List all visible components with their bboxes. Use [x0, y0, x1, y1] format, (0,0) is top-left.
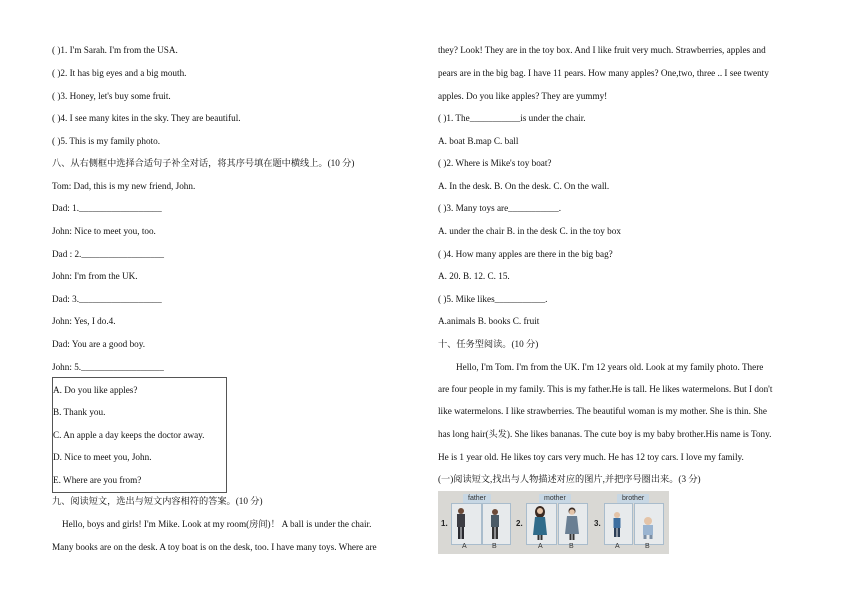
passage-line: are four people in my family. This is my father.He is tall. He likes watermelons. But I don't: [438, 384, 773, 394]
picture-label: brother: [617, 494, 649, 503]
dialogue-line: John: Nice to meet you, too.: [52, 226, 156, 236]
option-item: E. Where are you from?: [53, 475, 142, 485]
answer-options: A. In the desk. B. On the desk. C. On the wall.: [438, 181, 610, 191]
reading-question: ( )4. How many apples are there in the big bag?: [438, 249, 613, 259]
picture-letter: B: [645, 543, 650, 550]
figure-father-b: [491, 509, 499, 539]
section-8-title: 八、从右侧框中选择合适句子补全对话，将其序号填在题中横线上。(10 分): [52, 158, 355, 168]
question-line: ( )4. I see many kites in the sky. They are beautiful.: [52, 113, 241, 123]
figure-mother-a: [533, 506, 547, 540]
figure-brother-a: [614, 512, 621, 537]
dialogue-line: Tom: Dad, this is my new friend, John.: [52, 181, 196, 191]
passage-line: pears are in the big bag. I have 11 pears. How many apples? One,two, three .. I see twenty: [438, 68, 769, 78]
passage-line: He is 1 year old. He likes toy cars very much. He has 12 toy cars. I love my family.: [438, 452, 744, 462]
figure-father-a: [457, 508, 465, 539]
options-box: [52, 377, 227, 493]
passage-line: like watermelons. I like strawberries. The beautiful woman is my mother. She is thin. She: [438, 406, 767, 416]
dialogue-line: John: Yes, I do.4.: [52, 316, 116, 326]
dialogue-line: Dad : 2.__________________: [52, 249, 165, 259]
picture-letter: B: [569, 543, 574, 550]
figure-brother-b: [643, 517, 653, 539]
picture-number: 2.: [516, 519, 523, 528]
matching-picture: [438, 491, 669, 554]
section-9-title: 九、阅读短文，选出与短文内容相符的答案。(10 分): [52, 496, 263, 506]
reading-question: ( )2. Where is Mike's toy boat?: [438, 158, 552, 168]
picture-letter: B: [492, 543, 497, 550]
passage-line: Hello, boys and girls! I'm Mike. Look at my room(房间)！ A ball is under the chair.: [62, 519, 372, 529]
picture-letter: A: [615, 543, 620, 550]
picture-number: 1.: [441, 519, 448, 528]
option-item: D. Nice to meet you, John.: [53, 452, 152, 462]
question-line: ( )3. Honey, let's buy some fruit.: [52, 91, 171, 101]
answer-options: A. under the chair B. in the desk C. in the toy box: [438, 226, 621, 236]
question-line: ( )5. This is my family photo.: [52, 136, 161, 146]
dialogue-line: Dad: You are a good boy.: [52, 339, 146, 349]
dialogue-line: Dad: 1.__________________: [52, 203, 162, 213]
section-10-title: 十、任务型阅读。(10 分): [438, 339, 539, 349]
picture-letter: A: [462, 543, 467, 550]
dialogue-line: John: 5.__________________: [52, 362, 164, 372]
option-item: C. An apple a day keeps the doctor away.: [53, 430, 205, 440]
reading-question: ( )1. The___________is under the chair.: [438, 113, 586, 123]
option-item: A. Do you like apples?: [53, 385, 138, 395]
picture-label: mother: [539, 494, 571, 503]
passage-line: Many books are on the desk. A toy boat is on the desk, too. I have many toys. Where are: [52, 542, 377, 552]
reading-question: ( )5. Mike likes___________.: [438, 294, 548, 304]
figure-mother-b: [565, 508, 579, 541]
passage-line: apples. Do you like apples? They are yummy!: [438, 91, 608, 101]
passage-line: has long hair(头发). She likes bananas. The cute boy is my baby brother.His name is Tony.: [438, 429, 772, 439]
passage-line: they? Look! They are in the toy box. And I like fruit very much. Strawberries, apples and: [438, 45, 766, 55]
picture-letter: A: [538, 543, 543, 550]
dialogue-line: Dad: 3.__________________: [52, 294, 162, 304]
picture-number: 3.: [594, 519, 601, 528]
subtask-instruction: (一)阅读短文,找出与人物描述对应的图片,并把序号圈出来。(3 分): [438, 474, 701, 484]
answer-options: A. 20. B. 12. C. 15.: [438, 271, 510, 281]
reading-question: ( )3. Many toys are___________.: [438, 203, 561, 213]
passage-line: Hello, I'm Tom. I'm from the UK. I'm 12 years old. Look at my family photo. There: [456, 362, 764, 372]
question-line: ( )2. It has big eyes and a big mouth.: [52, 68, 187, 78]
people-illustration: [438, 491, 669, 554]
answer-options: A.animals B. books C. fruit: [438, 316, 540, 326]
answer-options: A. boat B.map C. ball: [438, 136, 519, 146]
question-line: ( )1. I'm Sarah. I'm from the USA.: [52, 45, 178, 55]
picture-label: father: [463, 494, 491, 503]
dialogue-line: John: I'm from the UK.: [52, 271, 138, 281]
option-item: B. Thank you.: [53, 407, 106, 417]
